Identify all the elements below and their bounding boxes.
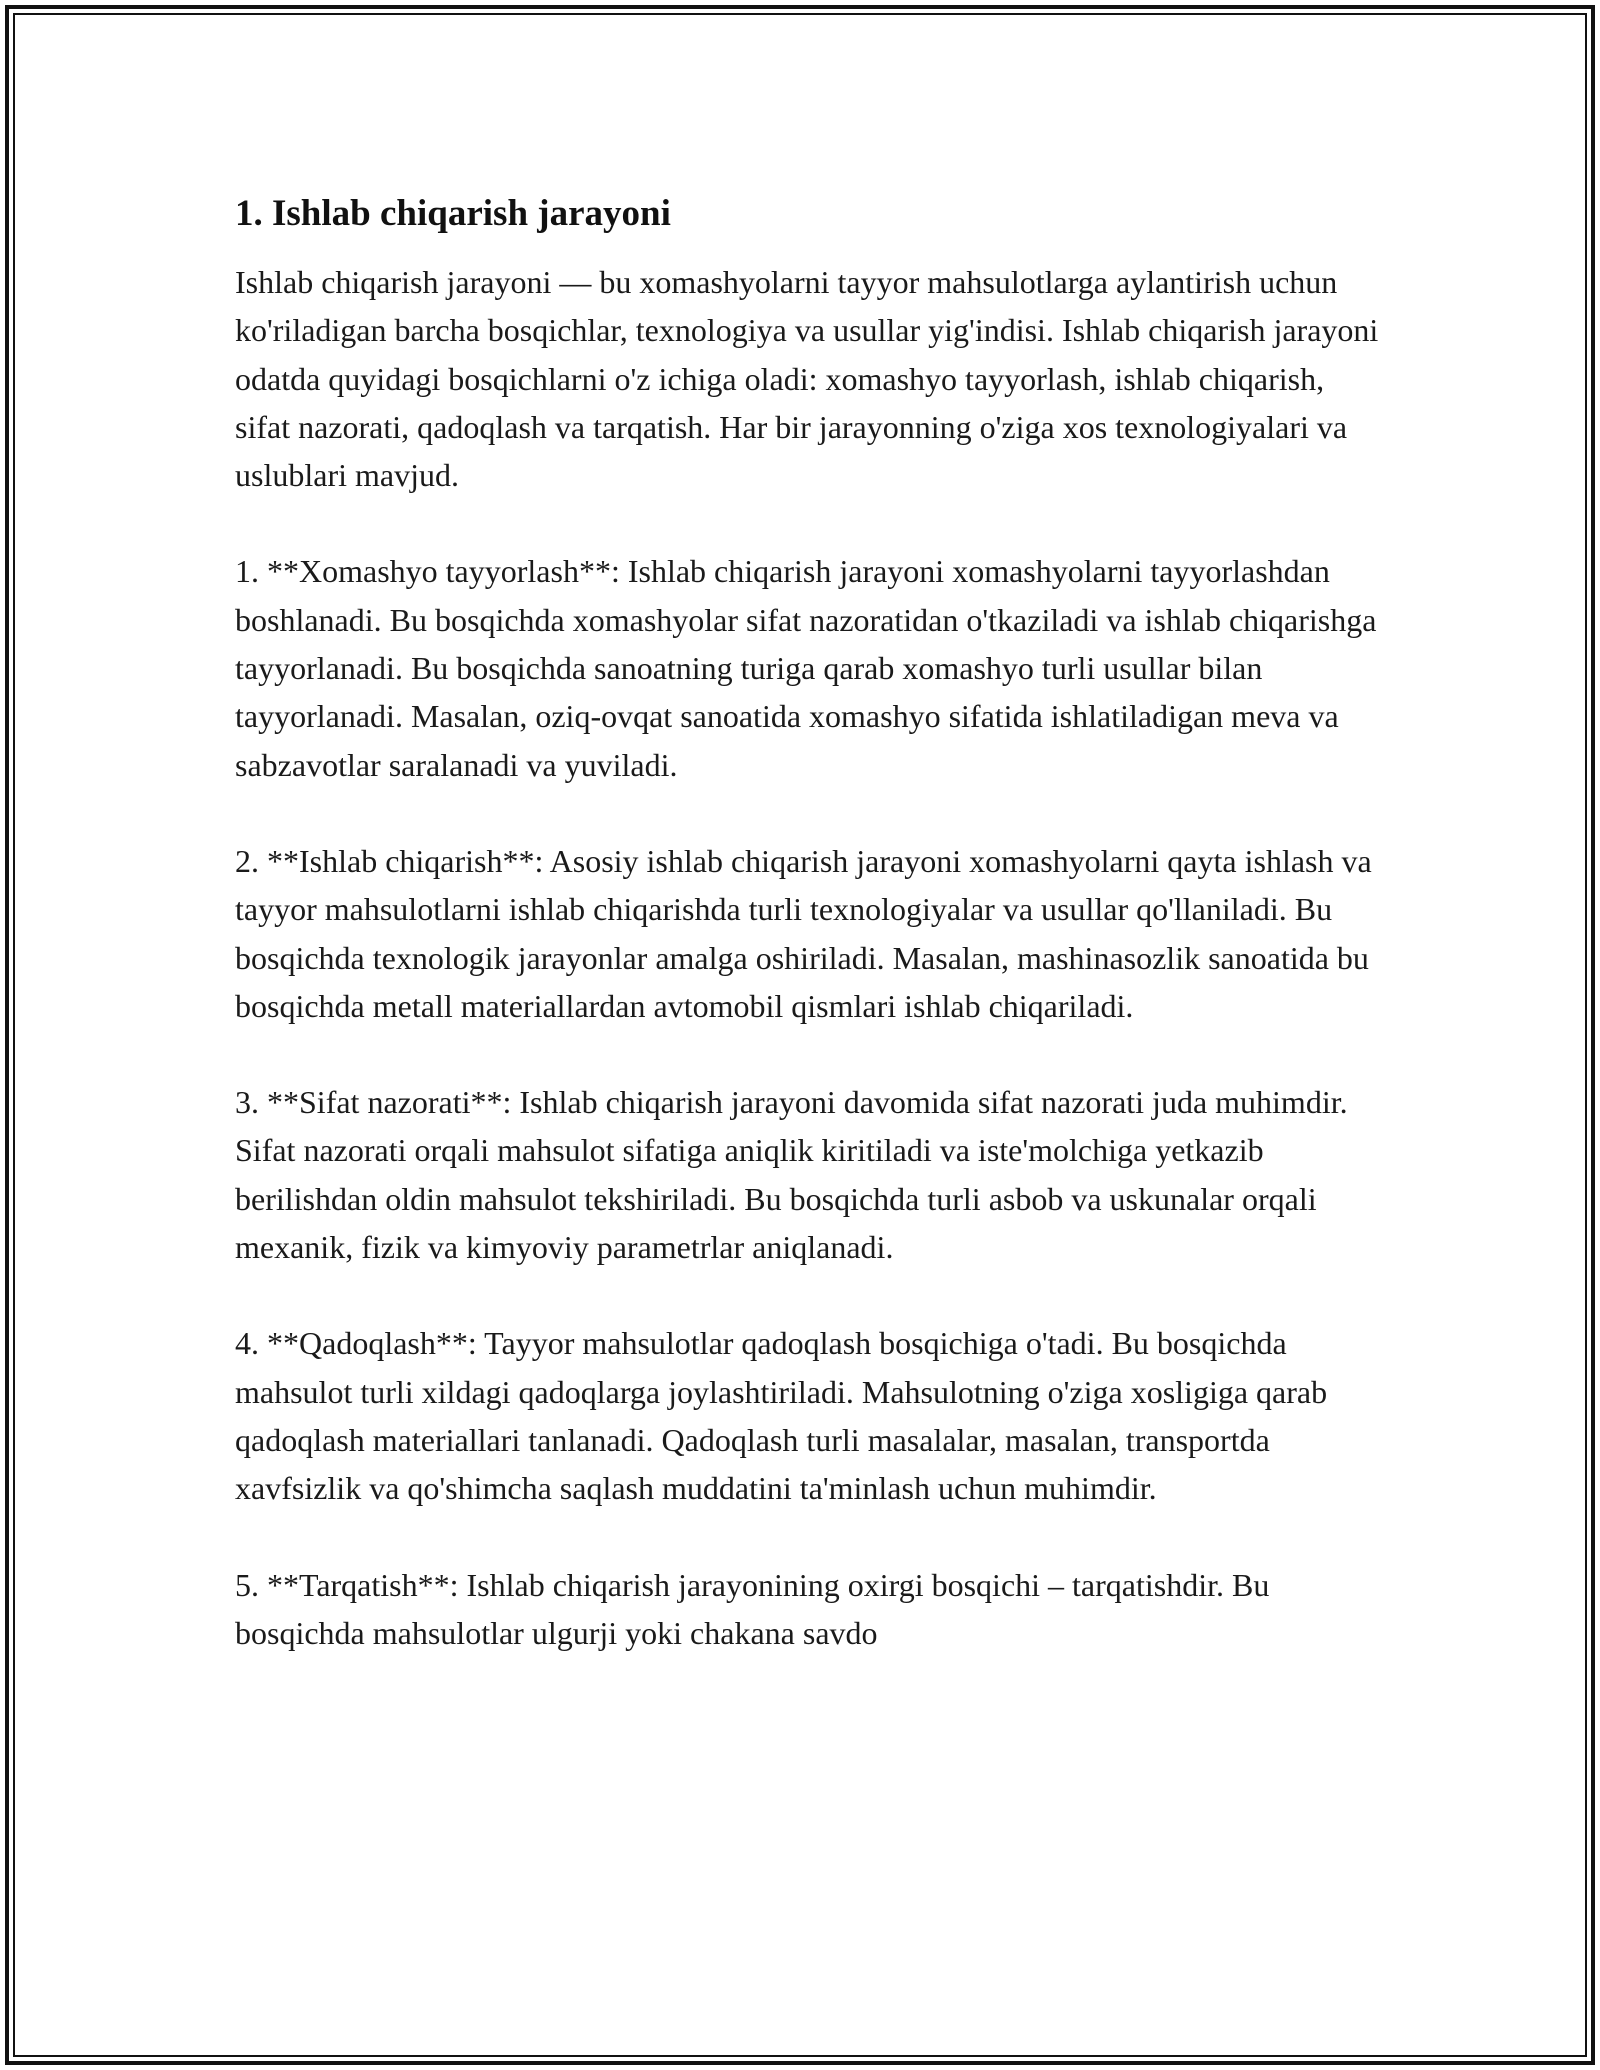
document-body <box>235 186 1385 1657</box>
intro-paragraph: Ishlab chiqarish jarayoni — bu xomashyolarni tayyor mahsulotlarga aylantirish uchun ko'riladigan barcha bosqichlar, texnologiya va usullar yig'indisi. Ishlab chiqarish jarayoni odatda quyidagi bosqichlarni o'z ichiga oladi: xomashyo tayyorlash, ishlab chiqarish, sifat nazorati, qadoqlash va tarqatish. Har bir jarayonning o'ziga xos texnologiyalari va uslublari mavjud. <box>235 264 1379 494</box>
paragraph-sifat-nazorati: 3. **Sifat nazorati**: Ishlab chiqarish jarayoni davomida sifat nazorati juda muhimdir. Sifat nazorati orqali mahsulot sifatiga aniqlik kiritiladi va iste'molchiga yetkazib berilishdan oldin mahsulot tekshiriladi. Bu bosqichda turli asbob va uskunalar orqali mexanik, fizik va kimyoviy parametrlar aniqlanadi. <box>235 1084 1348 1266</box>
section-heading: 1. Ishlab chiqarish jarayoni <box>235 193 671 234</box>
paragraph-qadoqlash: 4. **Qadoqlash**: Tayyor mahsulotlar qadoqlash bosqichiga o'tadi. Bu bosqichda mahsulot turli xildagi qadoqlarga joylashtiriladi. Mahsulotning o'ziga xosligiga qarab qadoqlash materiallari tanlanadi. Qadoqlash turli masalalar, masalan, transportda xavfsizlik va qo'shimcha saqlash muddatini ta'minlash uchun muhimdir. <box>235 1325 1328 1507</box>
paragraph-xomashyo-tayyorlash: 1. **Xomashyo tayyorlash**: Ishlab chiqarish jarayoni xomashyolarni tayyorlashdan boshlanadi. Bu bosqichda xomashyolar sifat nazoratidan o'tkaziladi va ishlab chiqarishga tayyorlanadi. Bu bosqichda sanoatning turiga qarab xomashyo turli usullar bilan tayyorlanadi. Masalan, oziq-ovqat sanoatida xomashyo sifatida ishlatiladigan meva va sabzavotlar saralanadi va yuviladi. <box>235 553 1377 783</box>
paragraph-ishlab-chiqarish: 2. **Ishlab chiqarish**: Asosiy ishlab chiqarish jarayoni xomashyolarni qayta ishlash va tayyor mahsulotlarni ishlab chiqarishda turli texnologiyalar va usullar qo'llaniladi. Bu bosqichda texnologik jarayonlar amalga oshiriladi. Masalan, mashinasozlik sanoatida bu bosqichda metall materiallardan avtomobil qismlari ishlab chiqariladi. <box>235 842 1372 1024</box>
paragraph-tarqatish: 5. **Tarqatish**: Ishlab chiqarish jarayonining oxirgi bosqichi – tarqatishdir. Bu bosqichda mahsulotlar ulgurji yoki chakana savdo <box>235 1566 1270 1651</box>
